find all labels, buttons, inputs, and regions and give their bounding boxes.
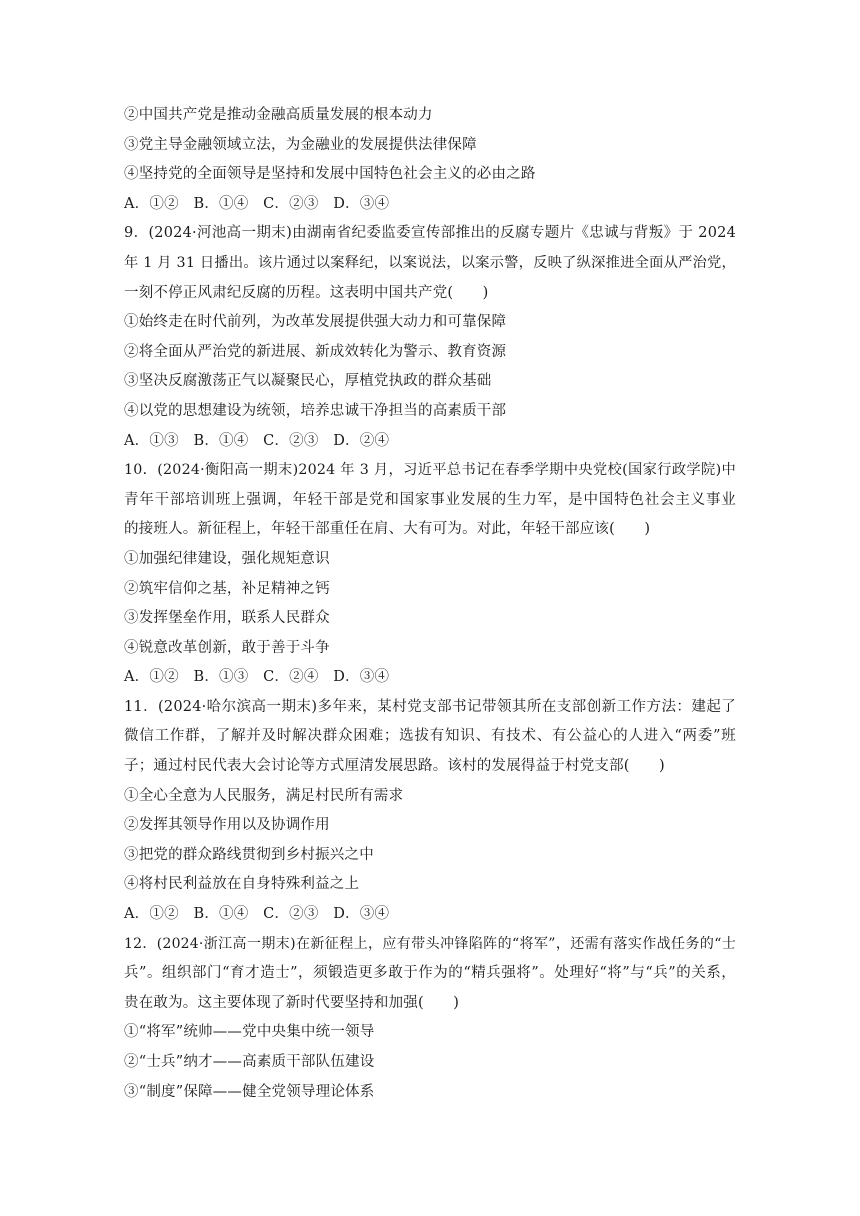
q8-answer-choices: A．①② B．①④ C．②③ D．③④ bbox=[124, 195, 390, 212]
q9-stem-line-1: 9．(2024·河池高一期末)由湖南省纪委监委宣传部推出的反腐专题片《忠诚与背叛》于 2024 bbox=[124, 225, 736, 242]
q11-option-3: ③把党的群众路线贯彻到乡村振兴之中 bbox=[124, 846, 374, 863]
q10-stem-line-2: 青年干部培训班上强调，年轻干部是党和国家事业发展的生力军，是中国特色社会主义事业 bbox=[124, 491, 736, 508]
q12-stem-line-2: 兵”。组织部门“育才造士”，须锻造更多敢于作为的“精兵强将”。处理好“将”与“兵”的关系， bbox=[124, 965, 736, 982]
q8-option-4: ④坚持党的全面领导是坚持和发展中国特色社会主义的必由之路 bbox=[124, 166, 536, 183]
q11-option-4: ④将村民利益放在自身特殊利益之上 bbox=[124, 876, 360, 893]
q10-stem-line-3: 的接班人。新征程上，年轻干部重任在肩、大有可为。对此，年轻干部应该( ) bbox=[124, 521, 651, 538]
q11-stem-line-2: 微信工作群，了解并及时解决群众困难；选拔有知识、有技术、有公益心的人进入“两委”班 bbox=[124, 728, 736, 745]
q9-option-4: ④以党的思想建设为统领，培养忠诚干净担当的高素质干部 bbox=[124, 402, 507, 419]
q10-option-1: ①加强纪律建设，强化规矩意识 bbox=[124, 550, 330, 567]
q9-stem-line-3: 一刻不停正风肃纪反腐的历程。这表明中国共产党( ) bbox=[124, 284, 489, 301]
q11-option-2: ②发挥其领导作用以及协调作用 bbox=[124, 817, 330, 834]
q10-option-4: ④锐意改革创新，敢于善于斗争 bbox=[124, 639, 330, 656]
document-page bbox=[124, 101, 736, 1107]
q12-option-2: ②“士兵”纳才——高素质干部队伍建设 bbox=[124, 1054, 375, 1070]
q10-answer-choices: A．①② B．①③ C．②④ D．③④ bbox=[124, 669, 390, 686]
q10-stem-line-1: 10．(2024·衡阳高一期末)2024 年 3 月，习近平总书记在春季学期中央党校(国家行政学院)中 bbox=[124, 462, 736, 479]
q8-option-3: ③党主导金融领域立法，为金融业的发展提供法律保障 bbox=[124, 136, 477, 153]
q12-stem-line-3: 贵在敢为。这主要体现了新时代要坚持和加强( ) bbox=[124, 994, 460, 1011]
q12-stem-line-1: 12．(2024·浙江高一期末)在新征程上，应有带头冲锋陷阵的“将军”，还需有落实作战任务的“士 bbox=[124, 935, 736, 952]
q9-stem-line-2: 年 1 月 31 日播出。该片通过以案释纪，以案说法，以案示警，反映了纵深推进全面从严治党， bbox=[124, 254, 736, 271]
q11-stem-line-1: 11．(2024·哈尔滨高一期末)多年来，某村党支部书记带领其所在支部创新工作方法：建起了 bbox=[124, 698, 736, 715]
q11-option-1: ①全心全意为人民服务，满足村民所有需求 bbox=[124, 787, 404, 804]
q9-option-3: ③坚决反腐激荡正气以凝聚民心，厚植党执政的群众基础 bbox=[124, 373, 492, 390]
q10-option-2: ②筑牢信仰之基，补足精神之钙 bbox=[124, 580, 330, 597]
q9-answer-choices: A．①③ B．①④ C．②③ D．②④ bbox=[124, 432, 390, 449]
q11-stem-line-3: 子；通过村民代表大会讨论等方式厘清发展思路。该村的发展得益于村党支部( ) bbox=[124, 758, 665, 775]
q10-option-3: ③发挥堡垒作用，联系人民群众 bbox=[124, 610, 330, 627]
q8-option-2: ②中国共产党是推动金融高质量发展的根本动力 bbox=[124, 107, 433, 123]
q9-option-2: ②将全面从严治党的新进展、新成效转化为警示、教育资源 bbox=[124, 343, 507, 360]
q9-option-1: ①始终走在时代前列，为改革发展提供强大动力和可靠保障 bbox=[124, 314, 507, 331]
q12-option-3: ③“制度”保障——健全党领导理论体系 bbox=[124, 1083, 375, 1100]
q12-option-1: ①“将军”统帅——党中央集中统一领导 bbox=[124, 1024, 375, 1041]
q11-answer-choices: A．①② B．①④ C．②③ D．③④ bbox=[124, 906, 390, 923]
